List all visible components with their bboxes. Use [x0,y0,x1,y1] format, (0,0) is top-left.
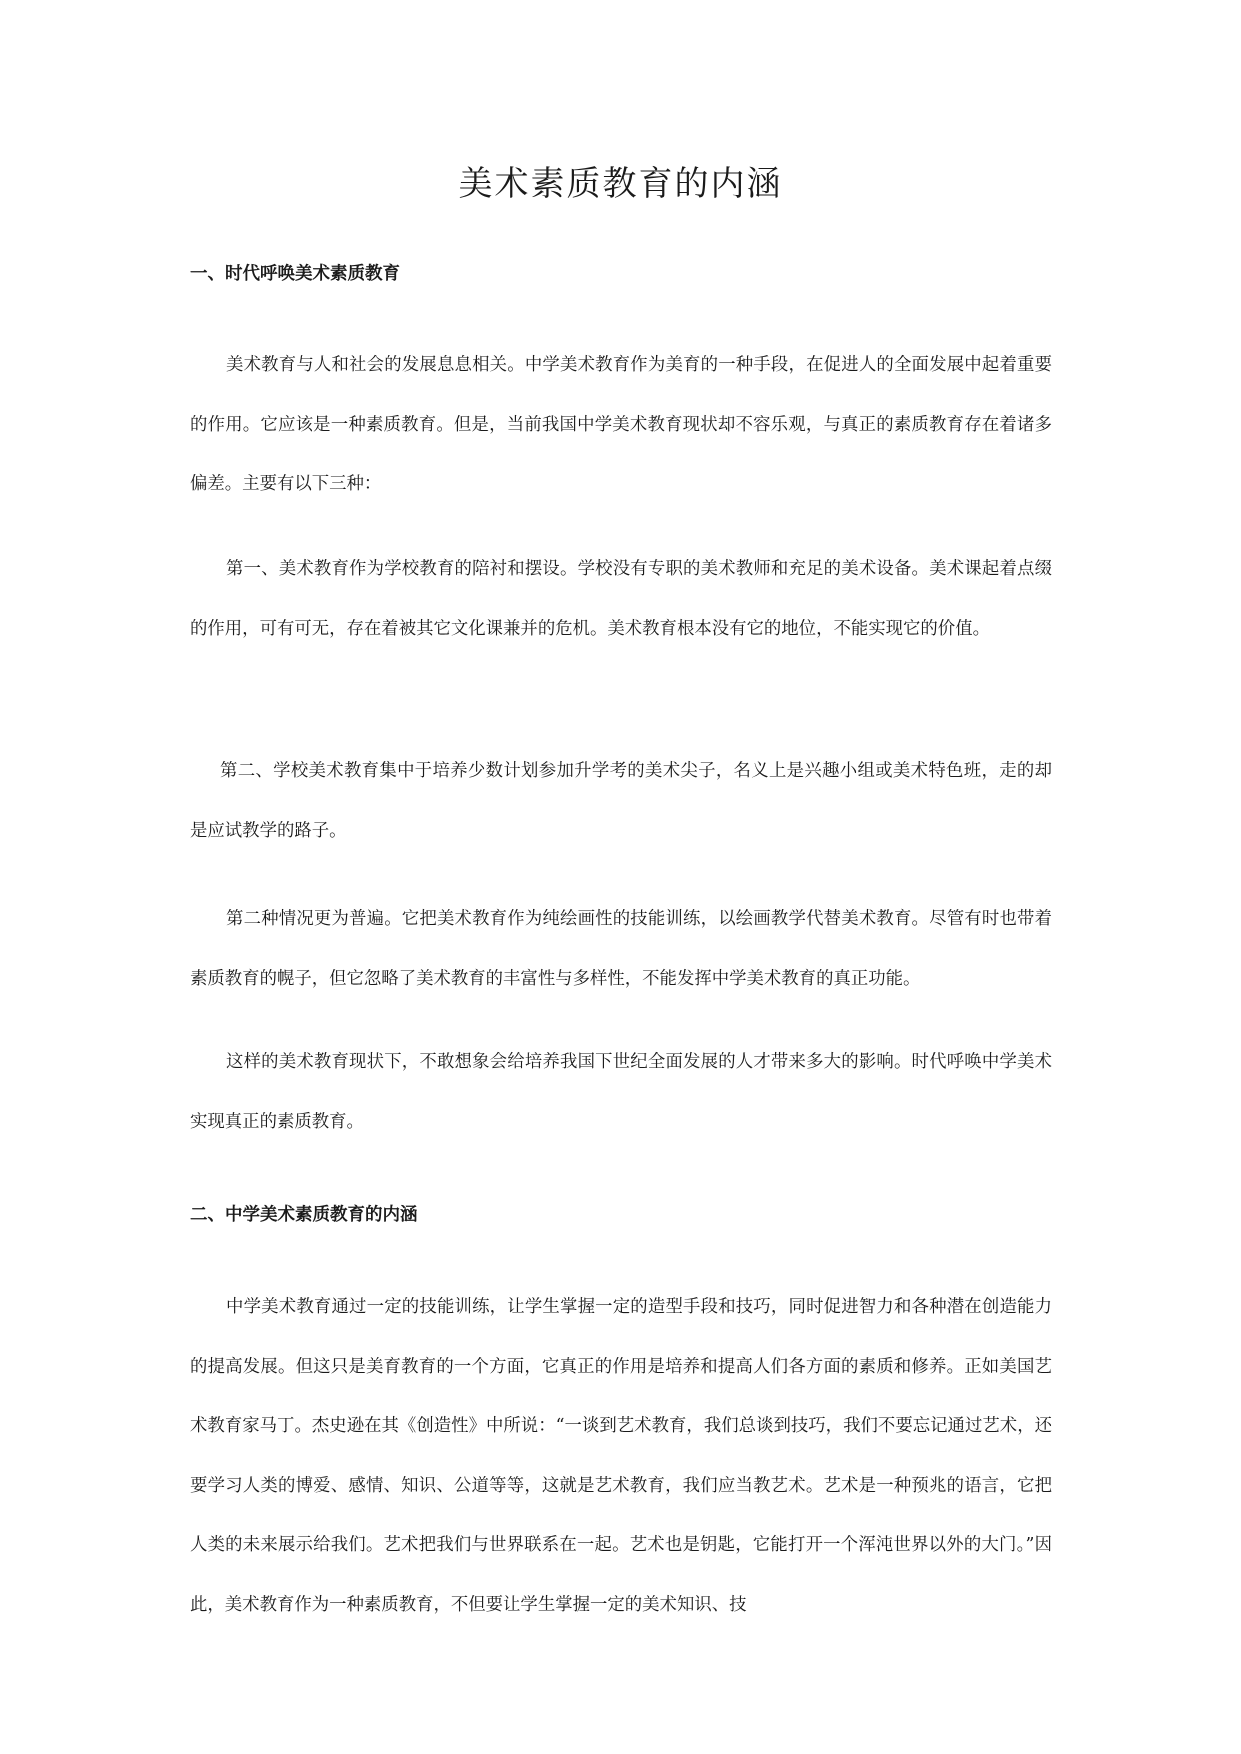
document-title: 美术素质教育的内涵 [458,164,783,204]
section-1-paragraph-3: 第二、学校美术教育集中于培养少数计划参加升学考的美术尖子，名义上是兴趣小组或美术特色班，走的却是应试教学的路子。 [190,761,1052,841]
section-2-paragraph-1: 中学美术教育通过一定的技能训练，让学生掌握一定的造型手段和技巧，同时促进智力和各种潜在创造能力的提高发展。但这只是美育教育的一个方面，它真正的作用是培养和提高人们各方面的素质和修养。正如美国艺术教育家马丁。杰史逊在其《创造性》中所说：“一谈到艺术教育，我们总谈到技巧，我们不要忘记通过艺术，还要学习人类的博爱、感情、知识、公道等等，这就是艺术教育，我们应当教艺术。艺术是一种预兆的语言，它把人类的未来展示给我们。艺术把我们与世界联系在一起。艺术也是钥匙，它能打开一个浑沌世界以外的大门。”因此，美术教育作为一种素质教育，不但要让学生掌握一定的美术知识、技 [190,1297,1052,1615]
section-1-paragraph-2: 第一、美术教育作为学校教育的陪衬和摆设。学校没有专职的美术教师和充足的美术设备。美术课起着点缀的作用，可有可无，存在着被其它文化课兼并的危机。美术教育根本没有它的地位，不能实现它的价值。 [190,559,1052,639]
section-2-heading: 二、中学美术素质教育的内涵 [190,1205,418,1225]
section-1-paragraph-1: 美术教育与人和社会的发展息息相关。中学美术教育作为美育的一种手段，在促进人的全面发展中起着重要的作用。它应该是一种素质教育。但是，当前我国中学美术教育现状却不容乐观，与真正的素质教育存在着诸多偏差。主要有以下三种： [190,355,1052,494]
section-1-heading: 一、时代呼唤美术素质教育 [190,264,400,284]
section-1-paragraph-5: 这样的美术教育现状下，不敢想象会给培养我国下世纪全面发展的人才带来多大的影响。时代呼唤中学美术实现真正的素质教育。 [190,1052,1052,1132]
section-1-paragraph-4: 第二种情况更为普遍。它把美术教育作为纯绘画性的技能训练，以绘画教学代替美术教育。尽管有时也带着素质教育的幌子，但它忽略了美术教育的丰富性与多样性，不能发挥中学美术教育的真正功能。 [190,909,1052,989]
